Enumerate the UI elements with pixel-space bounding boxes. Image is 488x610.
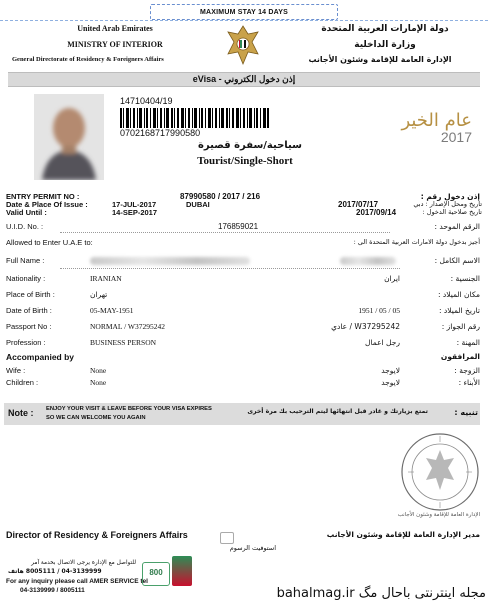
accompanied-label-ar: المرافقون	[440, 352, 480, 361]
nationality-value-ar: ايران	[384, 274, 400, 283]
accompanied-label: Accompanied by	[6, 352, 75, 362]
allowed-label: Allowed to Enter U.A.E to:	[6, 238, 93, 247]
visa-type-ar: سياحية/سفرة قصيرة	[198, 140, 302, 151]
row-place-of-birth	[0, 288, 488, 304]
wife-label-ar: الزوجة :	[454, 366, 480, 375]
entry-permit-label: ENTRY PERMIT NO :	[6, 192, 80, 201]
date-of-birth-value-ar: 1951 / 05 / 05	[358, 306, 400, 315]
visa-type-en: Tourist/Single-Short	[197, 155, 293, 167]
full-name-label-ar: الاسم الكامل :	[434, 256, 480, 265]
profession-label: Profession :	[6, 338, 46, 347]
issue-label: Date & Place Of Issue :	[6, 200, 88, 209]
children-label-ar: الأبناء :	[458, 378, 480, 387]
passport-label-ar: رقم الجواز :	[441, 322, 480, 331]
app-logo-icon	[172, 556, 192, 586]
site-watermark: bahalmag.ir مجله اینترنتی باحال مگ	[196, 582, 486, 604]
place-of-birth-label: Place of Birth :	[6, 290, 55, 299]
nationality-value: IRANIAN	[90, 274, 122, 283]
note-label: Note :	[8, 408, 34, 418]
header-country-ar: دولة الإمارات العربية المتحدة	[321, 24, 449, 34]
row-divider	[60, 268, 400, 269]
place-of-birth-value: تهران	[90, 290, 108, 299]
passport-value-ar: W37295242 / عادي	[331, 322, 400, 331]
phone-ar: 04-3139999 / 8005111 هاتف	[8, 568, 102, 575]
nationality-label: Nationality :	[6, 274, 46, 283]
children-label: Children :	[6, 378, 39, 387]
row-nationality	[0, 272, 488, 288]
passport-label: Passport No :	[6, 322, 52, 331]
inquiry-text: For any inquiry please call AMER SERVICE tel	[6, 578, 148, 585]
wife-label: Wife :	[6, 366, 26, 375]
valid-until-value: 14-SEP-2017	[112, 208, 158, 217]
signature-box	[220, 532, 234, 544]
allowed-label-ar: أجيز بدخول دولة الامارات العربية المتحدة الى :	[353, 238, 480, 246]
barcode-number: 0702168717990580	[120, 128, 201, 138]
issue-date: 17-JUL-2017	[112, 200, 157, 209]
profession-value: BUSINESS PERSON	[90, 338, 157, 347]
stamp-text: الإدارة العامة للإقامة وشئون الأجانب	[397, 512, 480, 518]
wife-value-ar: لايوجد	[381, 366, 400, 375]
date-of-birth-value: 05-MAY-1951	[90, 306, 134, 315]
passport-value: NORMAL / W37295242	[90, 322, 165, 331]
full-name-label: Full Name :	[6, 256, 45, 265]
toll-free-number: 800	[149, 568, 163, 577]
profession-value-ar: رجل اعمال	[365, 338, 400, 347]
evisa-title-bar: eVisa - إذن دخول الكتروني	[8, 72, 480, 87]
uid-label-ar: الرقم الموحد :	[434, 222, 480, 231]
header-country-en: United Arab Emirates	[77, 24, 153, 33]
issue-place: DUBAI	[186, 200, 210, 209]
issue-date-ar: 2017/07/17	[338, 200, 379, 209]
logo-arabic-text: عام الخير	[401, 110, 472, 131]
row-profession	[0, 336, 488, 352]
uid-divider	[60, 232, 390, 233]
official-stamp-icon	[398, 430, 482, 514]
children-value: None	[90, 378, 107, 387]
header-dept-ar: الإدارة العامة للإقامة وشئون الأجانب	[308, 55, 452, 64]
row-date-of-birth	[0, 304, 488, 320]
row-passport	[0, 320, 488, 336]
wife-value: None	[90, 366, 107, 375]
date-of-birth-label: Date of Birth :	[6, 306, 52, 315]
children-value-ar: لايوجد	[381, 378, 400, 387]
valid-until-value-ar: 2017/09/14	[356, 208, 397, 217]
uid-label: U.I.D. No. :	[6, 222, 44, 231]
valid-until-label-ar: تاريخ صلاحية الدخول :	[422, 208, 482, 216]
fees-paid-ar: استوفيت الرسوم	[229, 544, 276, 552]
full-name-ar-redacted	[340, 257, 396, 265]
uae-emblem-icon	[224, 24, 262, 68]
toll-free-logo	[142, 562, 170, 586]
full-name-redacted	[90, 257, 250, 265]
place-of-birth-label-ar: مكان الميلاد :	[437, 290, 480, 299]
personal-details	[0, 256, 488, 352]
max-stay-banner: MAXIMUM STAY 14 DAYS	[150, 4, 338, 20]
profession-label-ar: المهنة :	[456, 338, 480, 347]
inquiry-phone: 04-3139999 / 8005111	[20, 587, 85, 594]
logo-year: 2017	[440, 129, 472, 145]
note-label-ar: تنبيه :	[454, 408, 478, 417]
top-dashed-divider	[0, 20, 488, 21]
entry-permit-label-ar: إذن دخول رقم :	[420, 192, 480, 201]
issue-label-ar: تاريخ ومحل الإصدار : دبي	[413, 200, 482, 208]
header-ministry-en: MINISTRY OF INTERIOR	[67, 40, 163, 49]
barcode-top	[120, 108, 270, 128]
header-dept-en: General Directorate of Residency & Foreigners Affairs	[12, 56, 164, 63]
visa-number: 14710404/19	[120, 96, 173, 106]
uid-value: 176859021	[218, 222, 259, 231]
director-title-en: Director of Residency & Foreigners Affairs	[6, 530, 188, 540]
year-of-giving-logo	[392, 110, 472, 160]
note-line-1: ENJOY YOUR VISIT & LEAVE BEFORE YOUR VISA EXPIRES	[46, 406, 212, 412]
note-line-2: SO WE CAN WELCOME YOU AGAIN	[46, 415, 146, 421]
note-text-ar: تمتع بزيارتك و غادر قبل انتهائها ليتم الترحيب بك مرة أخرى	[247, 408, 428, 415]
applicant-photo	[34, 94, 104, 180]
nationality-label-ar: الجنسية :	[450, 274, 480, 283]
date-of-birth-label-ar: تاريخ الميلاد :	[438, 306, 480, 315]
contact-ar: للتواصل مع الإدارة يرجى الاتصال بخدمة آمر	[31, 560, 136, 566]
entry-permit-value: 87990580 / 2017 / 216	[180, 192, 261, 201]
header-ministry-ar: وزارة الداخلية	[354, 40, 416, 50]
director-title-ar: مدير الإدارة العامة للإقامة وشئون الأجانب	[326, 530, 480, 539]
row-full-name	[0, 256, 488, 272]
valid-until-label: Valid Until :	[6, 208, 47, 217]
